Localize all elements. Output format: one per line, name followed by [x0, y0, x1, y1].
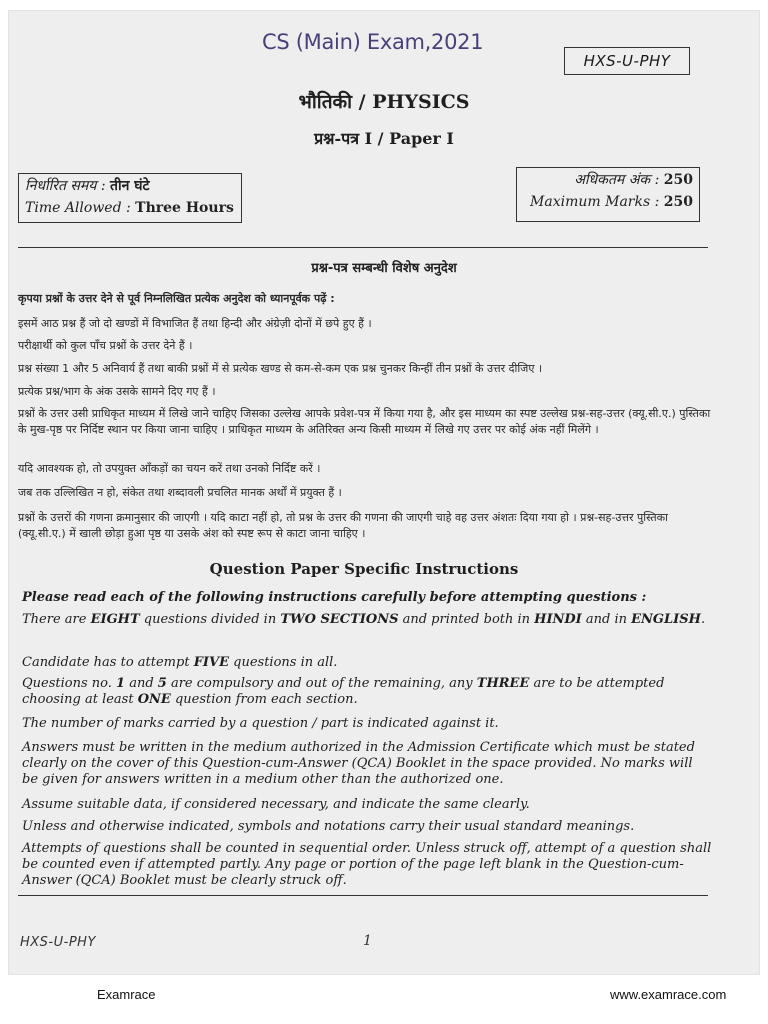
- time-hindi-label: निर्धारित समय :: [25, 178, 106, 194]
- page-number: 1: [363, 933, 372, 949]
- time-english: [25, 197, 235, 219]
- hindi-instructions-heading: प्रश्न-पत्र सम्बन्धी विशेष अनुदेश: [311, 261, 457, 276]
- time-en-value: Three Hours: [135, 200, 234, 216]
- watermark-site-name: Examrace: [97, 987, 156, 1002]
- time-hindi: [25, 175, 235, 197]
- marks-english: [523, 191, 693, 213]
- header-divider: [18, 247, 708, 248]
- marks-hindi-value: 250: [663, 172, 693, 188]
- subject-title: भौतिकी / PHYSICS: [298, 91, 470, 113]
- hindi-item-5: प्रश्नों के उत्तर उसी प्राधिकृत माध्यम में लिखे जाने चाहिए जिसका उल्लेख आपके प्रवेश-पत्र में किया गया है, और इस माध्यम का स्पष्ट उल्लेख प्रश्न-सह-उत्तर (क्यू.सी.ए.) पुस्तिका के मुख-पृष्ठ पर निर्दिष्ट स्थान पर किया जाना चाहिए । प्राधिकृत माध्यम के अतिरिक्त अन्य किसी माध्यम में लिखे गए उत्तर पर कोई अंक नहीं मिलेंगे ।: [18, 407, 711, 436]
- marks-en-value: 250: [663, 194, 693, 210]
- english-item-3: Questions no. 1 and 5 are compulsory and out of the remaining, any THREE are to be attempted choosing at least ONE question from each section.: [22, 676, 665, 707]
- english-item-2: Candidate has to attempt FIVE questions in all.: [22, 655, 338, 670]
- hindi-item-7: जब तक उल्लिखित न हो, संकेत तथा शब्दावली प्रचलित मानक अर्थों में प्रयुक्त हैं ।: [18, 486, 342, 499]
- watermark-site-url: www.examrace.com: [610, 987, 727, 1002]
- exam-stamp: CS (Main) Exam,2021: [262, 30, 484, 54]
- english-item-1: There are EIGHT questions divided in TWO SECTIONS and printed both in HINDI and in ENGLISH.: [22, 612, 706, 627]
- english-item-6: Assume suitable data, if considered necessary, and indicate the same clearly.: [22, 797, 530, 812]
- time-allowed-box: [18, 173, 242, 223]
- marks-en-label: Maximum Marks :: [530, 194, 660, 210]
- time-hindi-value: तीन घंटे: [110, 178, 150, 194]
- paper-code-box: HXS-U-PHY: [564, 47, 690, 75]
- english-item-8: Attempts of questions shall be counted in sequential order. Unless struck off, attempt of a question shall be counted even if attempted partly. Any page or portion of the page left blank in the Question-cum-Answer (QCA) Booklet must be clearly struck off.: [22, 841, 712, 888]
- footer-paper-code: HXS-U-PHY: [20, 935, 96, 950]
- hindi-intro: कृपया प्रश्नों के उत्तर देने से पूर्व निम्नलिखित प्रत्येक अनुदेश को ध्यानपूर्वक पढ़ें :: [18, 292, 335, 305]
- hindi-item-2: परीक्षार्थी को कुल पाँच प्रश्नों के उत्तर देने हैं ।: [18, 339, 193, 352]
- marks-hindi: [523, 169, 693, 191]
- english-instructions-heading: Question Paper Specific Instructions: [209, 560, 519, 578]
- hindi-item-3: प्रश्न संख्या 1 और 5 अनिवार्य हैं तथा बाकी प्रश्नों में से प्रत्येक खण्ड से कम-से-कम एक प्रश्न चुनकर किन्हीं तीन प्रश्नों के उत्तर दीजिए ।: [18, 362, 543, 375]
- english-item-4: The number of marks carried by a question / part is indicated against it.: [22, 716, 499, 731]
- english-intro: Please read each of the following instructions carefully before attempting questions :: [22, 590, 647, 605]
- maximum-marks-box: [516, 167, 700, 222]
- hindi-item-1: इसमें आठ प्रश्न हैं जो दो खण्डों में विभाजित हैं तथा हिन्दी और अंग्रेज़ी दोनों में छपे हुए हैं ।: [18, 317, 372, 330]
- paper-number: प्रश्न-पत्र I / Paper I: [314, 129, 454, 148]
- english-item-5: Answers must be written in the medium authorized in the Admission Certificate which must be stated clearly on the cover of this Question-cum-Answer (QCA) Booklet in the space provided. No marks will be given for answers written in a medium other than the authorized one.: [22, 740, 695, 787]
- time-en-label: Time Allowed :: [25, 200, 131, 216]
- hindi-item-4: प्रत्येक प्रश्न/भाग के अंक उसके सामने दिए गए हैं ।: [18, 385, 216, 398]
- footer-divider: [18, 895, 708, 896]
- english-item-7: Unless and otherwise indicated, symbols and notations carry their usual standard meanings.: [22, 819, 635, 834]
- marks-hindi-label: अधिकतम अंक :: [574, 172, 660, 188]
- hindi-item-6: यदि आवश्यक हो, तो उपयुक्त आँकड़ों का चयन करें तथा उनको निर्दिष्ट करें ।: [18, 462, 321, 475]
- hindi-item-8: प्रश्नों के उत्तरों की गणना क्रमानुसार की जाएगी । यदि काटा नहीं हो, तो प्रश्न के उत्तर की गणना की जाएगी चाहे वह उत्तर अंशतः दिया गया हो । प्रश्न-सह-उत्तर पुस्तिका (क्यू.सी.ए.) में खाली छोड़ा हुआ पृष्ठ या उसके अंश को स्पष्ट रूप से काटा जाना चाहिए ।: [18, 511, 668, 540]
